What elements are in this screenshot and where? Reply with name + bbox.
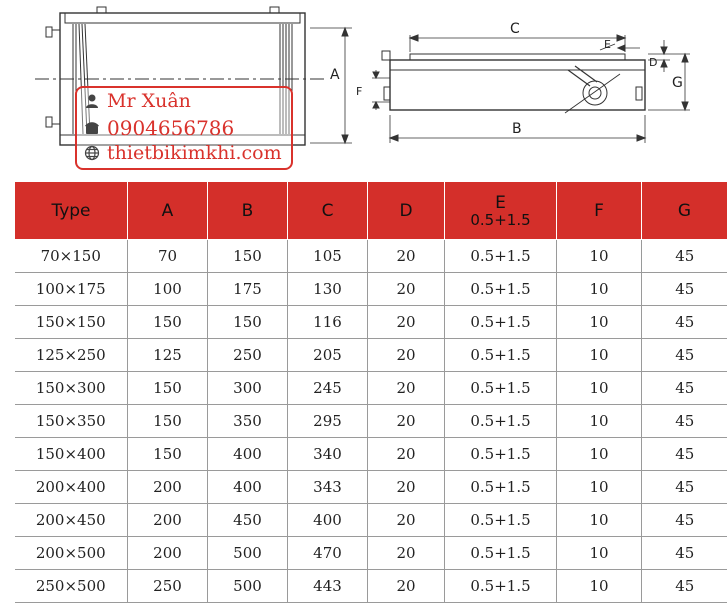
cell-b: 400 — [208, 438, 288, 471]
cell-e: 0.5+1.5 — [445, 471, 557, 504]
cell-a: 125 — [128, 339, 208, 372]
header-e-sub: 0.5+1.5 — [470, 210, 531, 229]
contact-name-row — [83, 90, 191, 112]
cell-b: 250 — [208, 339, 288, 372]
cell-type: 100×175 — [15, 273, 128, 306]
table-row — [15, 273, 727, 306]
dim-label-d: D — [649, 56, 658, 69]
cell-a: 70 — [128, 240, 208, 273]
spec-table — [14, 181, 727, 603]
cell-type: 150×300 — [15, 372, 128, 405]
cell-d: 20 — [368, 570, 445, 603]
cell-g: 45 — [642, 306, 727, 339]
cell-d: 20 — [368, 339, 445, 372]
cell-a: 200 — [128, 537, 208, 570]
cell-d: 20 — [368, 471, 445, 504]
header-f: F — [557, 182, 642, 240]
contact-phone-row — [83, 116, 234, 140]
cell-d: 20 — [368, 240, 445, 273]
cell-a: 150 — [128, 438, 208, 471]
cell-f: 10 — [557, 537, 642, 570]
cell-b: 500 — [208, 570, 288, 603]
contact-website[interactable]: thietbikimkhi.com — [107, 142, 282, 164]
cell-b: 400 — [208, 471, 288, 504]
table-row — [15, 504, 727, 537]
cell-type: 150×150 — [15, 306, 128, 339]
cell-e: 0.5+1.5 — [445, 372, 557, 405]
cell-f: 10 — [557, 504, 642, 537]
cell-b: 350 — [208, 405, 288, 438]
cell-g: 45 — [642, 438, 727, 471]
table-row — [15, 438, 727, 471]
table-header-row — [15, 182, 727, 240]
cell-e: 0.5+1.5 — [445, 570, 557, 603]
header-a: A — [128, 182, 208, 240]
cell-b: 150 — [208, 240, 288, 273]
cell-c: 443 — [288, 570, 368, 603]
cell-c: 340 — [288, 438, 368, 471]
cell-g: 45 — [642, 504, 727, 537]
cell-f: 10 — [557, 306, 642, 339]
cell-c: 245 — [288, 372, 368, 405]
cell-a: 150 — [128, 372, 208, 405]
cell-e: 0.5+1.5 — [445, 405, 557, 438]
cell-a: 250 — [128, 570, 208, 603]
cell-f: 10 — [557, 438, 642, 471]
cell-b: 450 — [208, 504, 288, 537]
cell-g: 45 — [642, 240, 727, 273]
cell-c: 205 — [288, 339, 368, 372]
cell-f: 10 — [557, 570, 642, 603]
table-row — [15, 570, 727, 603]
cell-f: 10 — [557, 372, 642, 405]
person-icon — [83, 92, 101, 110]
dim-label-a: A — [330, 67, 340, 83]
cell-f: 10 — [557, 471, 642, 504]
table-row — [15, 405, 727, 438]
header-g: G — [642, 182, 727, 240]
header-e — [445, 182, 557, 240]
cell-c: 130 — [288, 273, 368, 306]
header-e-label: E — [495, 192, 506, 213]
cell-f: 10 — [557, 240, 642, 273]
contact-phone[interactable]: 0904656786 — [107, 116, 235, 140]
contact-website-row — [83, 142, 282, 164]
cell-c: 295 — [288, 405, 368, 438]
cell-d: 20 — [368, 372, 445, 405]
cell-type: 200×450 — [15, 504, 128, 537]
cell-type: 200×400 — [15, 471, 128, 504]
cell-d: 20 — [368, 306, 445, 339]
table-row — [15, 339, 727, 372]
cell-b: 175 — [208, 273, 288, 306]
table-row — [15, 372, 727, 405]
dim-label-c: C — [510, 21, 520, 37]
dim-label-b: B — [512, 121, 522, 137]
cell-a: 200 — [128, 471, 208, 504]
dim-label-f: F — [356, 85, 363, 98]
cell-type: 150×350 — [15, 405, 128, 438]
cell-g: 45 — [642, 537, 727, 570]
cell-e: 0.5+1.5 — [445, 306, 557, 339]
cell-f: 10 — [557, 405, 642, 438]
cell-g: 45 — [642, 405, 727, 438]
cell-g: 45 — [642, 273, 727, 306]
cell-c: 116 — [288, 306, 368, 339]
cell-e: 0.5+1.5 — [445, 339, 557, 372]
cell-d: 20 — [368, 537, 445, 570]
cell-c: 400 — [288, 504, 368, 537]
cell-f: 10 — [557, 273, 642, 306]
cell-g: 45 — [642, 339, 727, 372]
cell-f: 10 — [557, 339, 642, 372]
cell-a: 200 — [128, 504, 208, 537]
header-d: D — [368, 182, 445, 240]
cell-type: 250×500 — [15, 570, 128, 603]
dim-label-g: G — [672, 75, 683, 91]
header-type: Type — [15, 182, 128, 240]
cell-c: 470 — [288, 537, 368, 570]
cell-b: 150 — [208, 306, 288, 339]
cell-g: 45 — [642, 372, 727, 405]
cell-e: 0.5+1.5 — [445, 438, 557, 471]
header-c: C — [288, 182, 368, 240]
cell-d: 20 — [368, 273, 445, 306]
cell-type: 150×400 — [15, 438, 128, 471]
cell-b: 300 — [208, 372, 288, 405]
cell-d: 20 — [368, 438, 445, 471]
cell-e: 0.5+1.5 — [445, 240, 557, 273]
cell-c: 343 — [288, 471, 368, 504]
cell-type: 70×150 — [15, 240, 128, 273]
side-view — [372, 35, 690, 143]
cell-type: 200×500 — [15, 537, 128, 570]
table-row — [15, 240, 727, 273]
header-b: B — [208, 182, 288, 240]
globe-icon — [83, 144, 101, 162]
cell-g: 45 — [642, 471, 727, 504]
table-body — [15, 240, 727, 603]
cell-a: 150 — [128, 306, 208, 339]
table-row — [15, 306, 727, 339]
cell-a: 100 — [128, 273, 208, 306]
cell-e: 0.5+1.5 — [445, 504, 557, 537]
cell-type: 125×250 — [15, 339, 128, 372]
cell-e: 0.5+1.5 — [445, 537, 557, 570]
cell-e: 0.5+1.5 — [445, 273, 557, 306]
contact-box — [75, 86, 293, 170]
phone-icon — [83, 119, 101, 137]
contact-name: Mr Xuân — [107, 90, 191, 112]
cell-d: 20 — [368, 504, 445, 537]
cell-g: 45 — [642, 570, 727, 603]
table-row — [15, 537, 727, 570]
cell-d: 20 — [368, 405, 445, 438]
cell-b: 500 — [208, 537, 288, 570]
dim-label-e: E — [604, 38, 611, 51]
cell-c: 105 — [288, 240, 368, 273]
table-row — [15, 471, 727, 504]
cell-a: 150 — [128, 405, 208, 438]
